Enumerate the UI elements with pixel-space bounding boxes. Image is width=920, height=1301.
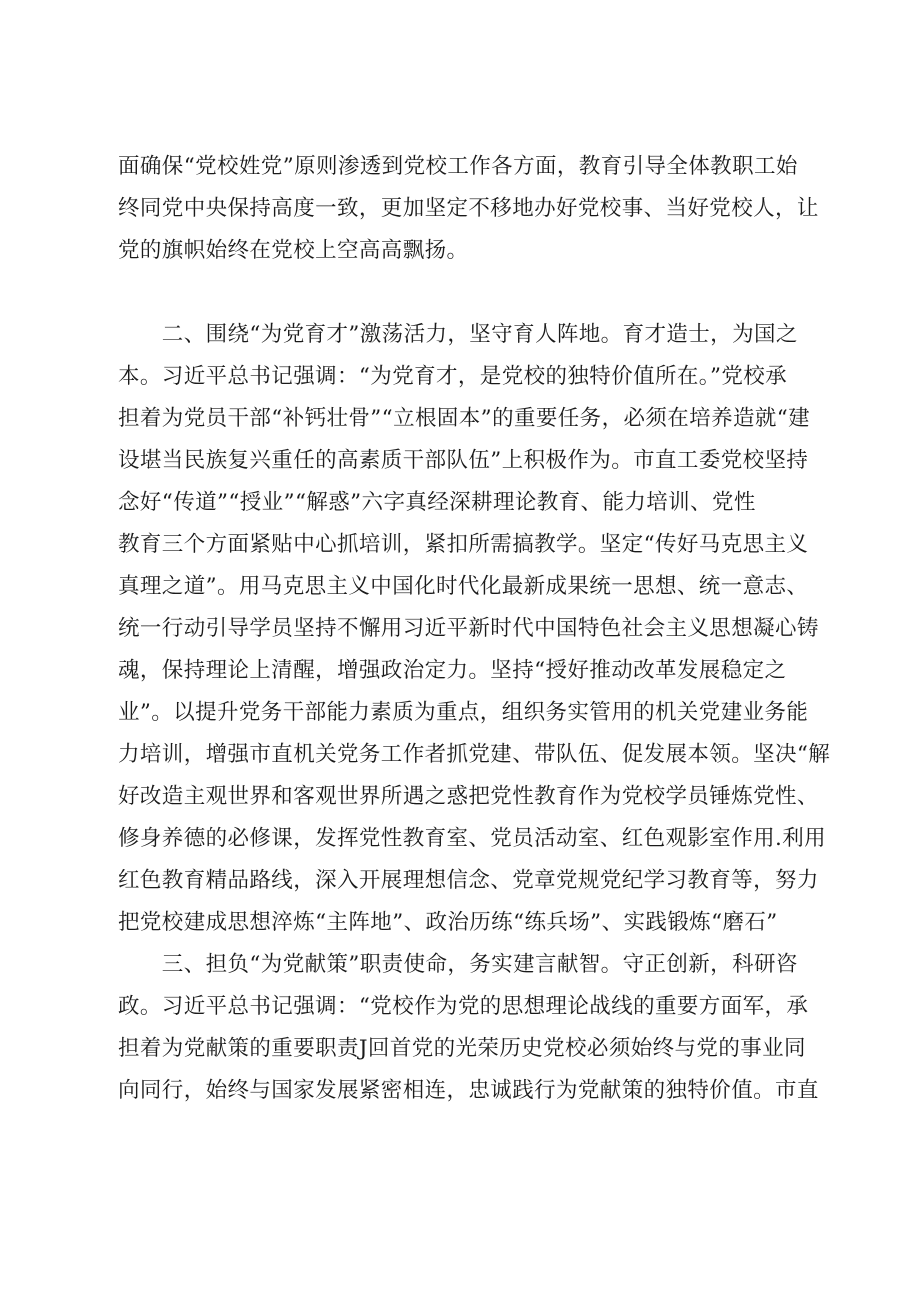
text-line: 把党校建成思想淬炼“主阵地”、政治历练“练兵场”、实践锻炼“磨石” bbox=[118, 910, 778, 935]
text-line: 三、担负“为党献策”职责使命，务实建言献智。守正创新，科研咨 bbox=[118, 952, 798, 977]
text-line: 本。习近平总书记强调：“为党育才，是党校的独特价值所在。”党校承 bbox=[118, 364, 788, 389]
text-line: 党的旗帜始终在党校上空高高飘扬。 bbox=[118, 238, 469, 263]
text-line: 面确保“党校姓党”原则渗透到党校工作各方面，教育引导全体教职工始 bbox=[118, 154, 798, 179]
text-line: 政。习近平总书记强调：“党校作为党的思想理论战线的重要方面军，承 bbox=[118, 994, 809, 1019]
paragraph-3 bbox=[118, 944, 819, 1112]
paragraph-2 bbox=[118, 314, 831, 944]
text-line: 力培训，增强市直机关党务工作者抓党建、带队伍、促发展本领。坚决“解 bbox=[118, 742, 831, 767]
text-line: 终同党中央保持高度一致，更加坚定不移地办好党校事、当好党校人，让 bbox=[118, 196, 819, 221]
text-line: 担着为党献策的重要职责J回首党的光荣历史党校必须始终与党的事业同 bbox=[118, 1036, 806, 1061]
text-line: 真理之道”。用马克思主义中国化时代化最新成果统一思想、统一意志、 bbox=[118, 574, 809, 599]
text-line: 好改造主观世界和客观世界所遇之惑把党性教育作为党校学员锤炼党性、 bbox=[118, 784, 819, 809]
text-line: 统一行动引导学员坚持不懈用习近平新时代中国特色社会主义思想凝心铸 bbox=[118, 616, 819, 641]
text-line: 红色教育精品路线，深入开展理想信念、党章党规党纪学习教育等，努力 bbox=[118, 868, 819, 893]
text-line: 设堪当民族复兴重任的高素质干部队伍”上积极作为。市直工委党校坚持 bbox=[118, 448, 809, 473]
text-line: 修身养德的必修课，发挥党性教育室、党员活动室、红色观影室作用.利用 bbox=[118, 826, 827, 851]
text-line: 业”。以提升党务干部能力素质为重点，组织务实管用的机关党建业务能 bbox=[118, 700, 809, 725]
text-line: 教育三个方面紧贴中心抓培训，紧扣所需搞教学。坚定“传好马克思主义 bbox=[118, 532, 809, 557]
text-line: 向同行，始终与国家发展紧密相连，忠诚践行为党献策的独特价值。市直 bbox=[118, 1078, 819, 1103]
text-line: 念好“传道”“授业”“解惑”六字真经深耕理论教育、能力培训、党性 bbox=[118, 490, 756, 515]
text-line: 魂，保持理论上清醒，增强政治定力。坚持“授好推动改革发展稳定之 bbox=[118, 658, 787, 683]
text-line: 担着为党员干部“补钙壮骨”“立根固本”的重要任务，必须在培养造就“建 bbox=[118, 406, 811, 431]
paragraph-1 bbox=[118, 146, 819, 272]
text-line: 二、围绕“为党育才”激荡活力，坚守育人阵地。育才造士，为国之 bbox=[118, 322, 798, 347]
